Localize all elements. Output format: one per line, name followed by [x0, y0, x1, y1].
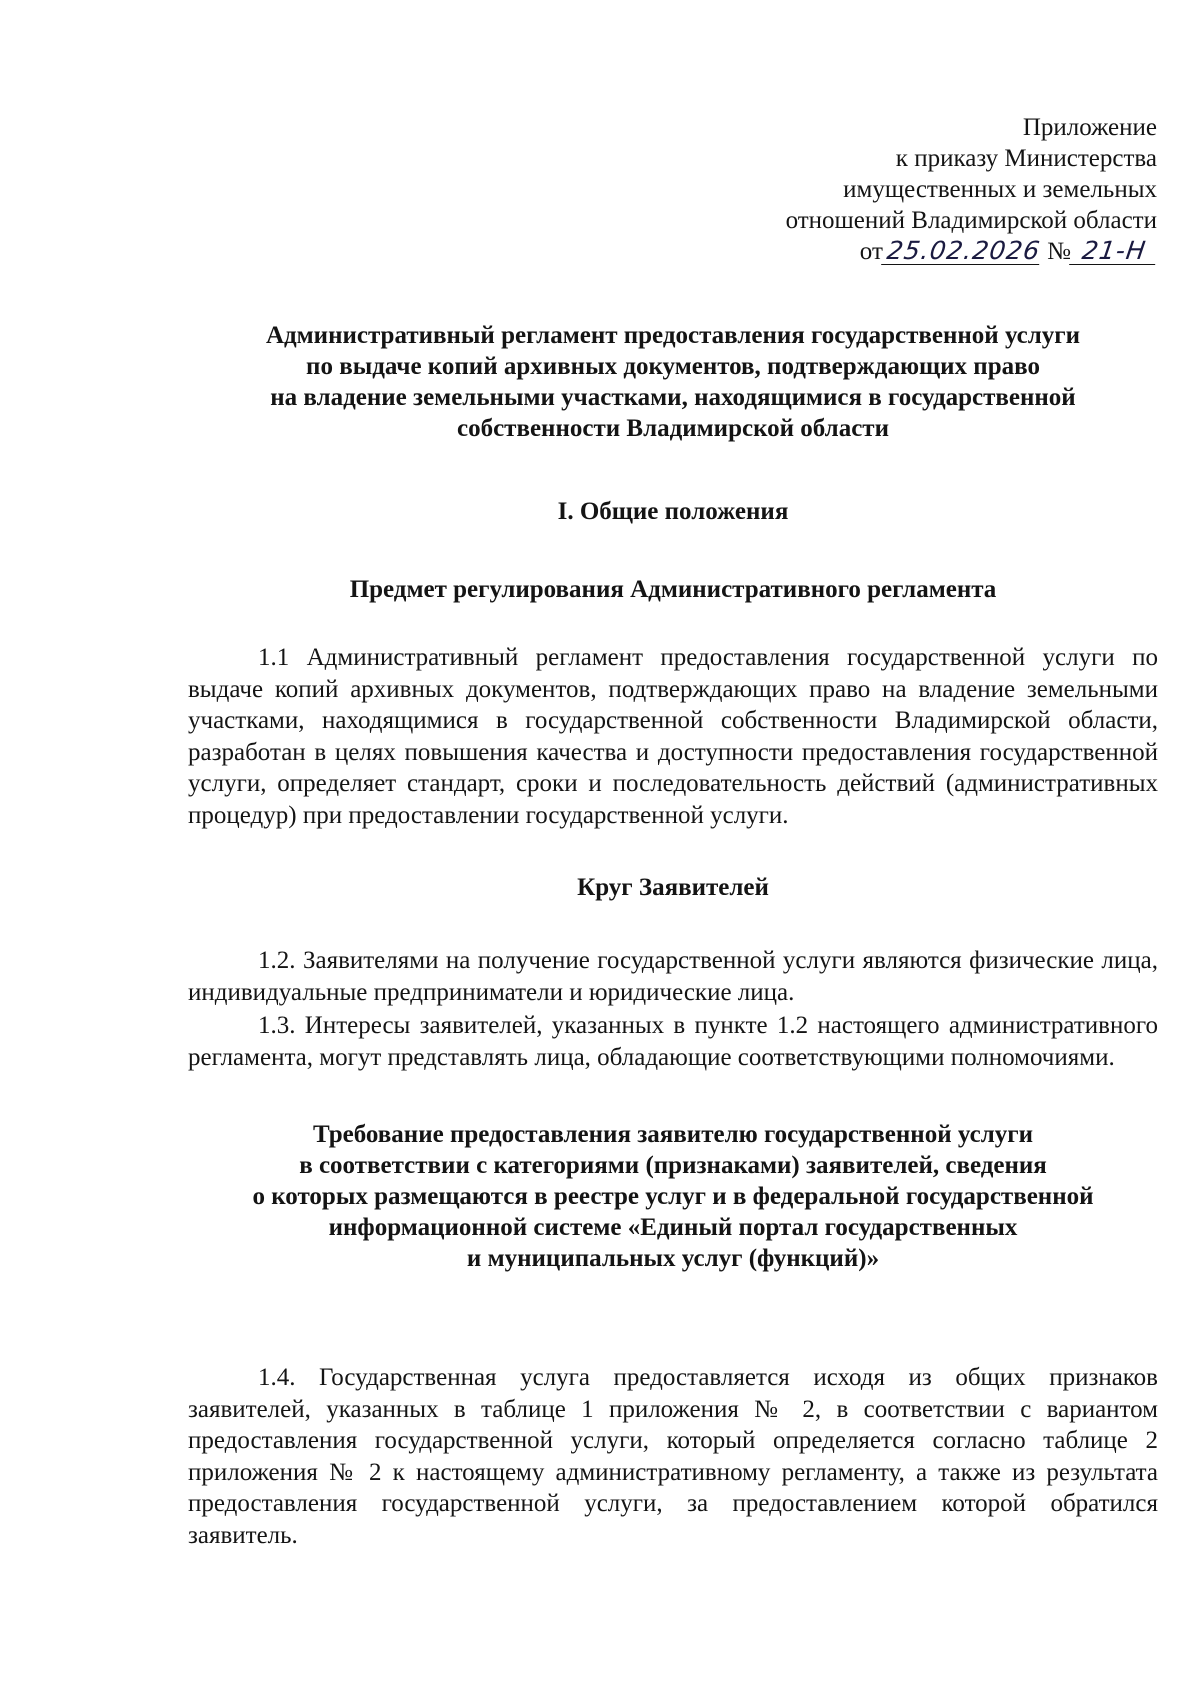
appendix-line: имущественных и земельных [843, 176, 1157, 203]
title-line: Административный регламент предоставления государственной услуги [265, 322, 1081, 349]
appendix-line: отношений Владимирской области [785, 207, 1157, 234]
from-label: от [859, 238, 883, 265]
requirement-heading-line: информационной системе «Единый портал государственных [328, 1214, 1018, 1241]
requirement-heading-line: Требование предоставления заявителю государственной услуги [313, 1121, 1033, 1148]
document-title [188, 320, 1158, 444]
paragraph-1-1: 1.1 Административный регламент предоставления государственной услуги по выдаче копий архивных документов, подтверждающих право на владение земельными участками, находящимися в государственной собственности Владимирской области, разработан в целях повышения качества и доступности предоставления государственной услуги, определяет стандарт, сроки и последовательность действий (административных процедур) при предоставлении государственной услуги. [188, 644, 1158, 829]
title-line: по выдаче копий архивных документов, подтверждающих право [306, 353, 1040, 380]
handwritten-date: 25.02.2026 [881, 238, 1043, 265]
requirement-heading-line: в соответствии с категориями (признаками) заявителей, сведения [299, 1152, 1047, 1179]
title-line: на владение земельными участками, находящимися в государственной [270, 384, 1076, 411]
appendix-header [637, 112, 1157, 267]
number-label: № [1047, 238, 1071, 265]
requirement-heading-line: о которых размещаются в реестре услуг и в федеральной государственной [252, 1183, 1094, 1210]
paragraph-1-4: 1.4. Государственная услуга предоставляется исходя из общих признаков заявителей, указанных в таблице 1 приложения № 2, в соответствии с вариантом предоставления государственной услуги, который определяется согласно таблице 2 приложения № 2 к настоящему административному регламенту, а также из результата предоставления государственной услуги, за предоставлением которой обратился заявитель. [188, 1364, 1158, 1549]
section-heading: I. Общие положения [557, 498, 789, 525]
requirement-heading [188, 1119, 1158, 1274]
paragraph-1-3: 1.3. Интересы заявителей, указанных в пункте 1.2 настоящего административного регламента, могут представлять лица, обладающие соответствующими полномочиями. [188, 1012, 1158, 1071]
requirement-heading-line: и муниципальных услуг (функций)» [466, 1245, 880, 1272]
appendix-line: Приложение [1022, 114, 1157, 141]
paragraph-1-2: 1.2. Заявителями на получение государственной услуги являются физические лица, индивидуальные предприниматели и юридические лица. [188, 947, 1158, 1006]
subject-heading: Предмет регулирования Административного регламента [349, 576, 997, 603]
handwritten-number: 21-Н [1069, 238, 1159, 265]
appendix-line: к приказу Министерства [895, 145, 1157, 172]
title-line: собственности Владимирской области [456, 415, 889, 442]
order-date-number-line [637, 236, 1157, 267]
applicants-heading: Круг Заявителей [577, 874, 769, 901]
